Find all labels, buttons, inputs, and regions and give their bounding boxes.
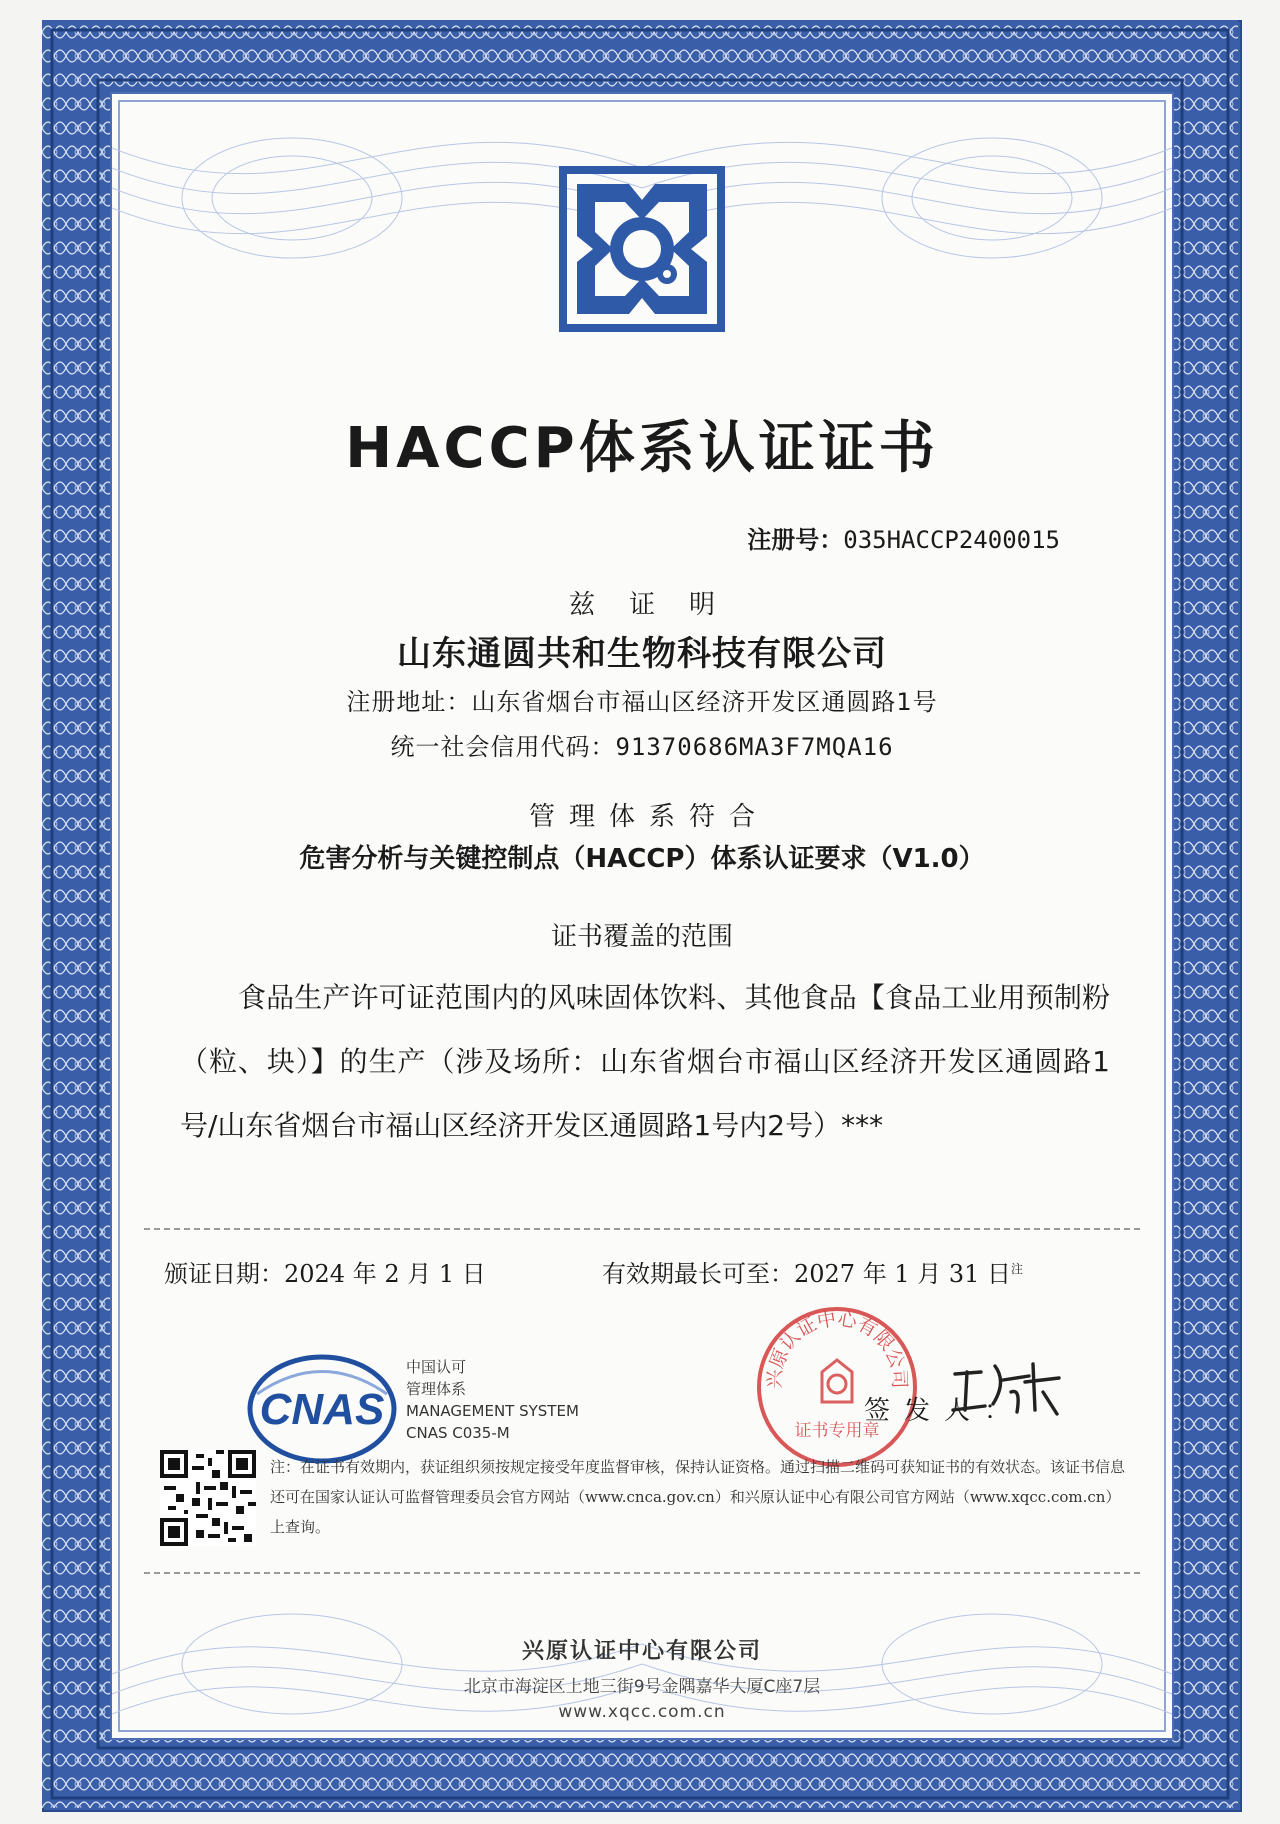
hereby-certify-text: 兹证明 bbox=[568, 590, 749, 620]
registration-value: 035HACCP2400015 bbox=[843, 526, 1060, 554]
issue-date bbox=[164, 1254, 486, 1289]
signer-label: 签发人： bbox=[864, 1396, 1025, 1426]
official-seal bbox=[752, 1302, 922, 1472]
seal-ring-text: 兴原认证中心有限公司 bbox=[763, 1307, 911, 1389]
certificate-paper bbox=[110, 92, 1174, 1740]
cnas-logo bbox=[247, 1354, 397, 1464]
cnas-line-3: MANAGEMENT SYSTEM bbox=[406, 1402, 579, 1420]
issue-date-label: 颁证日期： bbox=[164, 1260, 284, 1288]
company-address bbox=[112, 682, 1172, 717]
valid-until-value: 2027 年 1 月 31 日 bbox=[794, 1260, 1012, 1288]
address-value: 山东省烟台市福山区经济开发区通圆路1号 bbox=[471, 688, 938, 716]
scope-text: 食品生产许可证范围内的风味固体饮料、其他食品【食品工业用预制粉（粒、块）】的生产（涉及场所：山东省烟台市福山区经济开发区通圆路1号/山东省烟台市福山区经济开发区通圆路1号内2号）*** bbox=[180, 981, 1110, 1142]
footer-organization-name: 兴原认证中心有限公司 bbox=[521, 1639, 762, 1664]
certificate-note: 注：在证书有效期内，获证组织须按规定接受年度监督审核，保持认证资格。通过扫描二维码可获知证书的有效状态。该证书信息还可在国家认证认可监督管理委员会官方网站（www.cnca.gov.cn）和兴原认证中心有限公司官方网站（www.xqcc.com.cn）上查询。 bbox=[270, 1458, 1126, 1536]
conformity-text: 管理体系符合 bbox=[528, 802, 769, 832]
valid-until-label: 有效期最长可至： bbox=[602, 1260, 794, 1288]
credit-code-value: 91370686MA3F7MQA16 bbox=[615, 733, 894, 761]
svg-text:兴原认证中心有限公司 bbox=[764, 1308, 911, 1389]
cnas-logo-text: CNAS bbox=[259, 1385, 385, 1434]
valid-note-mark: 注 bbox=[1011, 1262, 1024, 1276]
certificate-title: HACCP体系认证证书 bbox=[345, 416, 939, 481]
address-label: 注册地址： bbox=[346, 688, 472, 716]
verification-qr-code[interactable] bbox=[160, 1450, 256, 1546]
registration-label: 注册号： bbox=[747, 526, 844, 554]
footer-website-link[interactable]: www.xqcc.com.cn bbox=[558, 1702, 726, 1722]
scope-heading: 证书覆盖的范围 bbox=[550, 922, 733, 952]
certification-standard: 危害分析与关键控制点（HACCP）体系认证要求（V1.0） bbox=[299, 844, 985, 874]
valid-until bbox=[602, 1254, 1023, 1289]
seal-center-text: 证书专用章 bbox=[794, 1421, 880, 1441]
divider-top bbox=[144, 1228, 1140, 1230]
issue-date-value: 2024 年 2 月 1 日 bbox=[284, 1260, 486, 1288]
cnas-line-4: CNAS C035-M bbox=[406, 1424, 510, 1442]
cnas-accreditation-text bbox=[406, 1356, 579, 1444]
footer-address: 北京市海淀区上地三街9号金隅嘉华大厦C座7层 bbox=[463, 1677, 821, 1697]
credit-code bbox=[112, 727, 1172, 762]
certification-body-logo bbox=[559, 166, 725, 332]
registration-number bbox=[747, 520, 1060, 555]
divider-bottom bbox=[144, 1572, 1140, 1574]
cnas-line-2: 管理体系 bbox=[406, 1380, 467, 1398]
credit-code-label: 统一社会信用代码： bbox=[390, 733, 616, 761]
company-name: 山东通圆共和生物科技有限公司 bbox=[397, 634, 887, 674]
cnas-line-1: 中国认可 bbox=[406, 1358, 467, 1376]
handwritten-signature bbox=[947, 1352, 1067, 1422]
